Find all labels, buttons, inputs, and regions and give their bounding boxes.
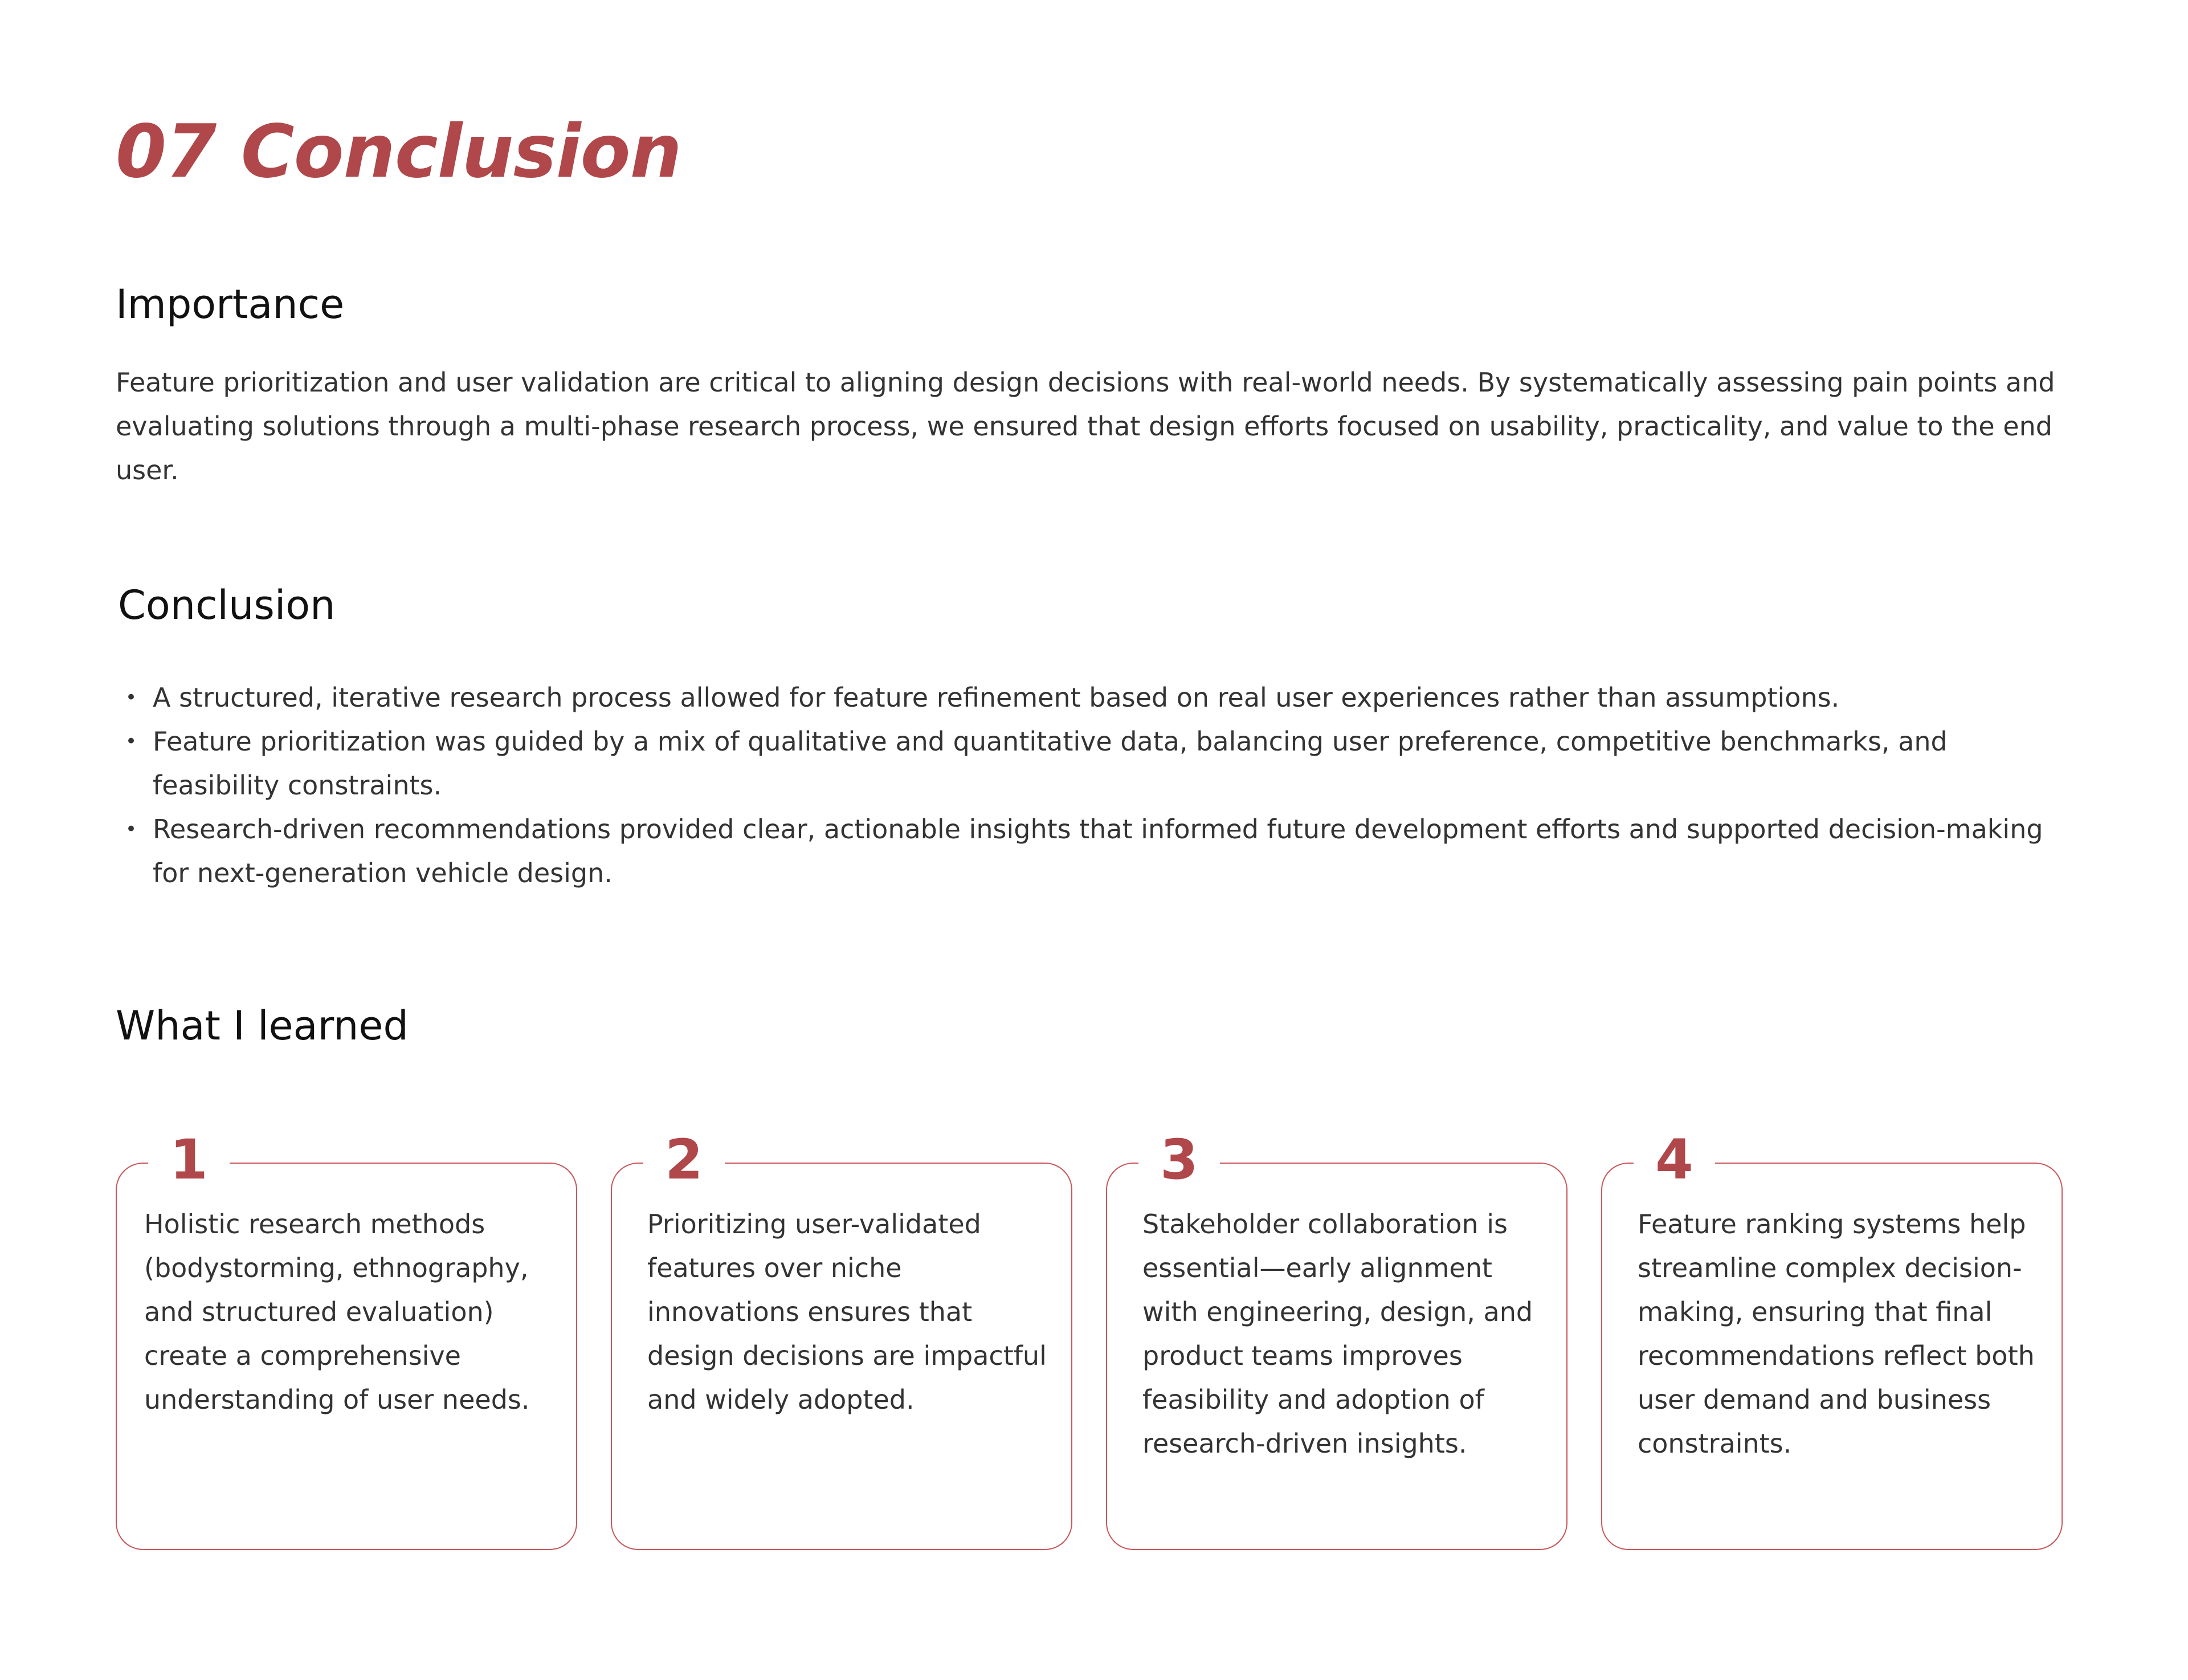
- list-item: [116, 808, 2076, 895]
- card-number: 3: [1138, 1128, 1220, 1191]
- list-item-text: Feature prioritization was guided by a mix of qualitative and quantitative data, balancing user preference, competitive benchmarks, and feasibility constraints.: [153, 726, 1948, 801]
- learning-card-1: [116, 1128, 577, 1550]
- list-item-text: Research-driven recommendations provided clear, actionable insights that informed future development efforts and supported decision-making for next-generation vehicle design.: [153, 814, 2043, 888]
- learning-card-3: [1106, 1128, 1567, 1550]
- card-text: Feature ranking systems help streamline complex decision-making, ensuring that final recommendations reflect both user demand and business constraints.: [1638, 1209, 2035, 1459]
- learning-card-2: [611, 1128, 1072, 1550]
- card-text: Holistic research methods (bodystorming, ethnography, and structured evaluation) create a comprehensive understanding of user needs.: [144, 1209, 530, 1415]
- card-text: Prioritizing user-validated features over niche innovations ensures that design decisions are impactful and widely adopted.: [647, 1209, 1047, 1415]
- learned-heading: What I learned: [116, 1002, 409, 1049]
- card-text: Stakeholder collaboration is essential—early alignment with engineering, design, and product teams improves feasibility and adoption of research-driven insights.: [1142, 1209, 1533, 1459]
- importance-heading: Importance: [116, 281, 345, 328]
- importance-body: Feature prioritization and user validation are critical to aligning design decisions with real-world needs. By systematically assessing pain points and evaluating solutions through a multi-phase research process, we ensured that design efforts focused on usability, practicality, and value to the end user.: [116, 367, 2055, 486]
- page-title: 07 Conclusion: [116, 109, 681, 194]
- bullet-icon: •: [125, 730, 137, 753]
- card-number: 4: [1634, 1128, 1715, 1191]
- list-item-text: A structured, iterative research process allowed for feature refinement based on real user experiences rather than assumptions.: [153, 682, 1840, 713]
- bullet-icon: •: [125, 686, 137, 709]
- card-number: 2: [643, 1128, 725, 1191]
- list-item: [116, 676, 2076, 720]
- conclusion-list: [116, 676, 2076, 895]
- bullet-icon: •: [125, 818, 137, 841]
- list-item: [116, 720, 2076, 808]
- conclusion-heading: Conclusion: [118, 582, 336, 629]
- learning-card-4: [1601, 1128, 2063, 1550]
- card-number: 1: [148, 1128, 230, 1191]
